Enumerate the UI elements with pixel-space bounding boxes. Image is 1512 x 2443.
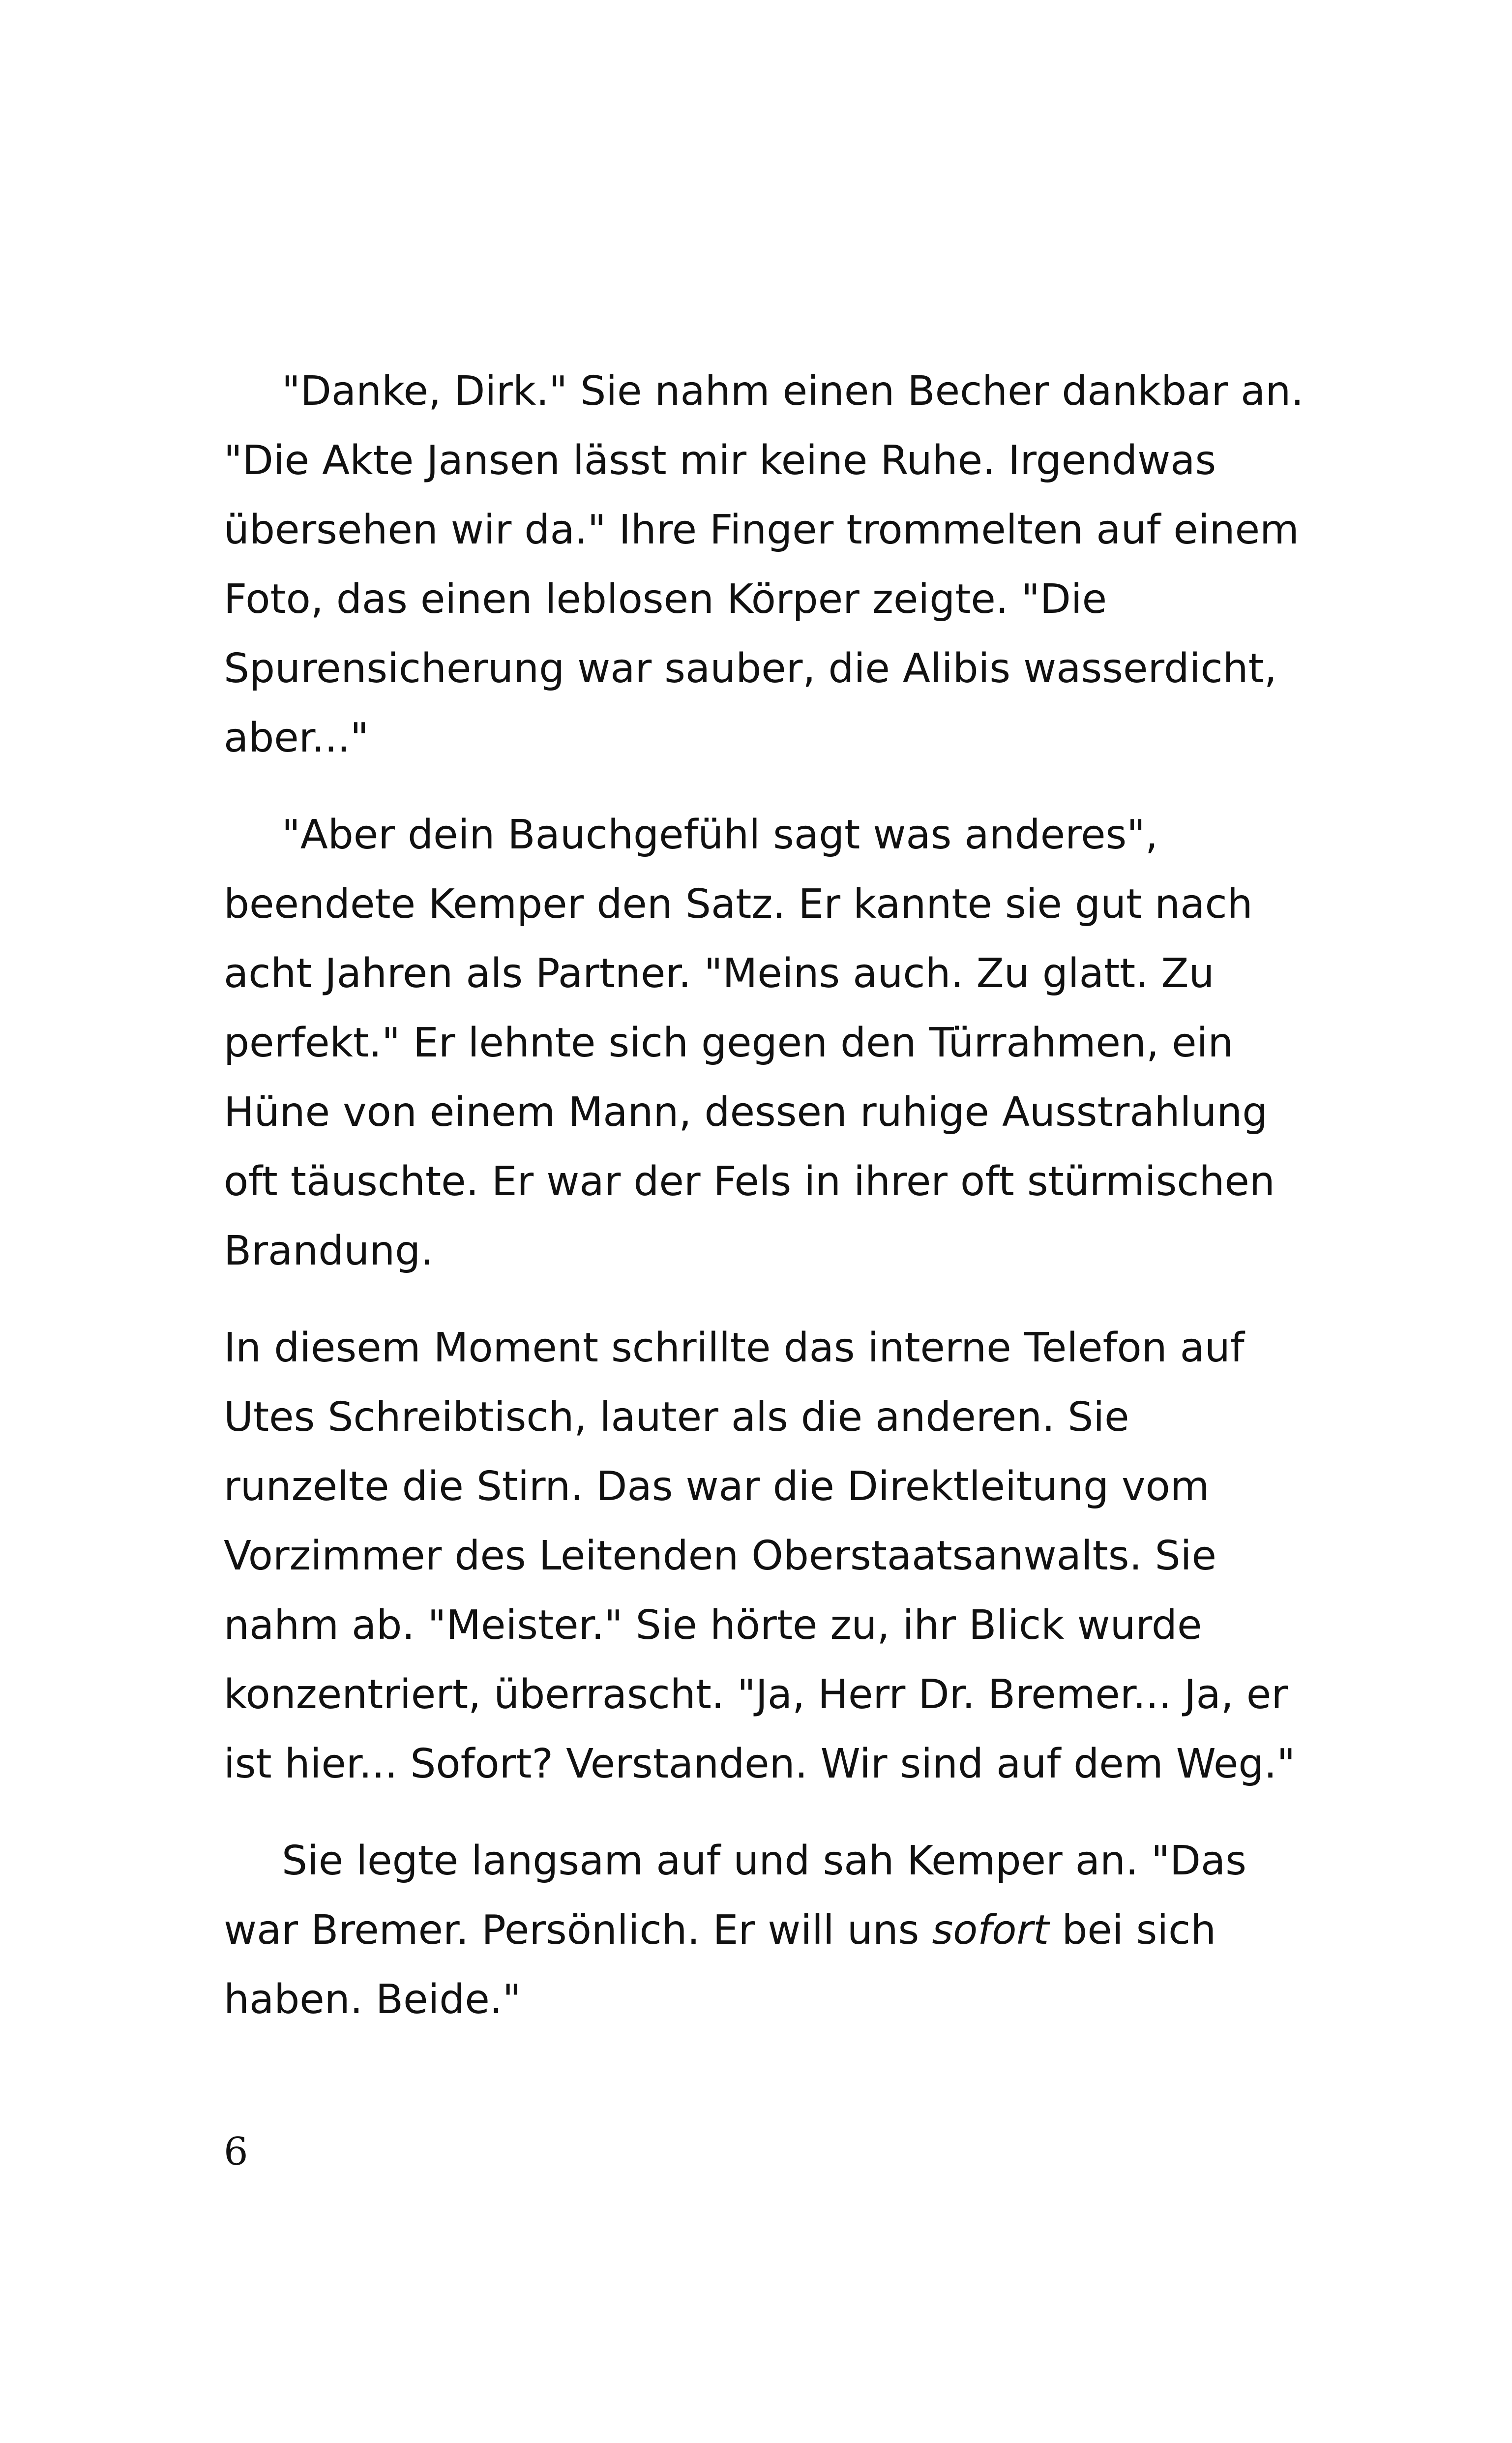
paragraph-4-after: bei sich haben. Beide.": [224, 1907, 1216, 2023]
paragraph-1: "Danke, Dirk." Sie nahm einen Becher dankbar an. "Die Akte Jansen lässt mir keine Ruhe. Irgendwas übersehen wir da." Ihre Finger trommelten auf einem Foto, das einen leblosen Körper zeigte. "Die Spurensicherung war sauber, die Alibis wasserdicht, aber...": [224, 368, 1304, 761]
paragraph-3: In diesem Moment schrillte das interne Telefon auf Utes Schreibtisch, lauter als die anderen. Sie runzelte die Stirn. Das war die Direktleitung vom Vorzimmer des Leitenden Oberstaatsanwalts. Sie nahm ab. "Meister." Sie hörte zu, ihr Blick wurde konzentriert, überrascht. "Ja, Herr Dr. Bremer... Ja, er ist hier... Sofort? Verstanden. Wir sind auf dem Weg.": [224, 1325, 1296, 1787]
page-number: 6: [224, 2130, 248, 2174]
paragraph-4-emphasis: sofort: [932, 1907, 1049, 1954]
paragraph-4-before: Sie legte langsam auf und sah Kemper an. "Das war Bremer. Persönlich. Er will uns: [224, 1838, 1246, 1954]
body-text: [224, 357, 1305, 2062]
paragraph-2: "Aber dein Bauchgefühl sagt was anderes", beendete Kemper den Satz. Er kannte sie gut nach acht Jahren als Partner. "Meins auch. Zu glatt. Zu perfekt." Er lehnte sich gegen den Türrahmen, ein Hüne von einem Mann, dessen ruhige Ausstrahlung oft täuschte. Er war der Fels in ihrer oft stürmischen Brandung.: [224, 812, 1275, 1274]
paragraph-4: [224, 1826, 1305, 2034]
